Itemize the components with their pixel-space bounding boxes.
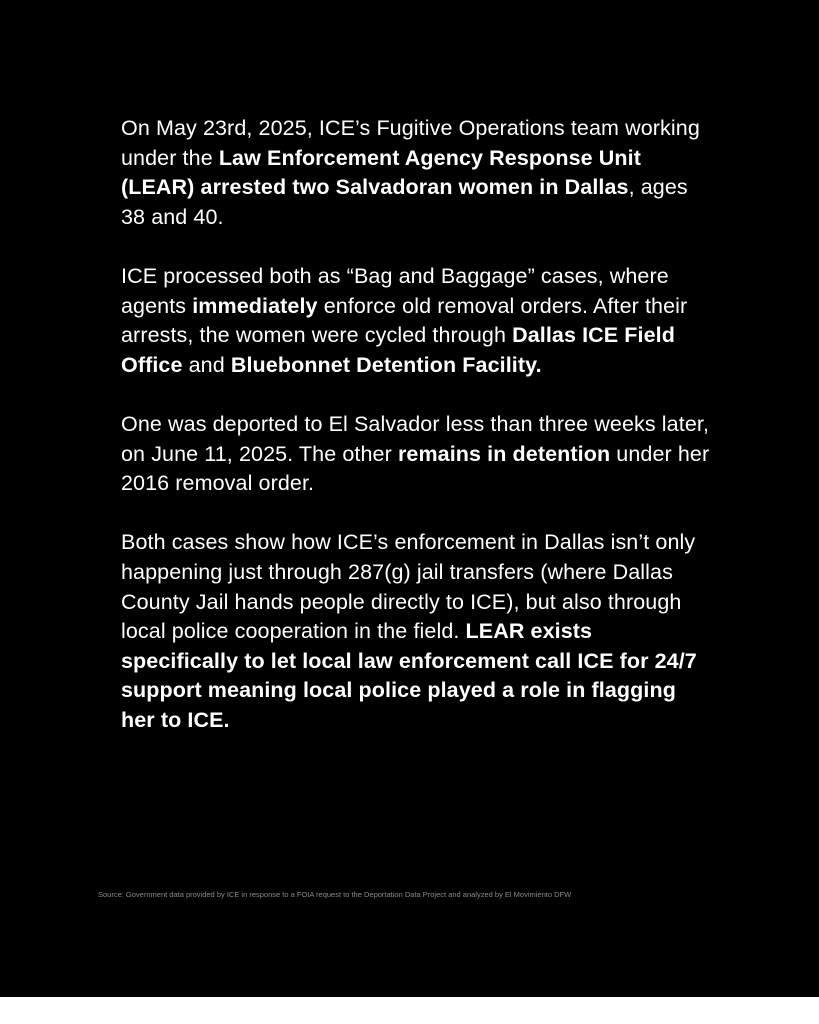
paragraph-2 (121, 262, 711, 380)
paragraph-2-run-1: ICE processed both as “Bag and Baggage” cases, where agents (121, 263, 669, 318)
paragraph-3-run-3: under her 2016 removal order. (121, 441, 710, 496)
paragraph-4-run-2: LEAR exists specifically to let local law enforcement call ICE for 24/7 support meaning local police played a role in flagging her to ICE. (121, 619, 697, 732)
source-note: Source: Government data provided by ICE in response to a FOIA request to the Deportation Data Project and analyzed by El Movimiento DFW (98, 890, 572, 899)
paragraph-2-run-4: Dallas ICE Field Office (121, 323, 675, 377)
paragraph-1-run-1: On May 23rd, 2025, ICE’s Fugitive Operations team working under the (121, 116, 700, 170)
paragraph-2-run-2: immediately (192, 293, 318, 318)
paragraph-2-run-5: and (182, 352, 231, 377)
paragraph-2-run-6: Bluebonnet Detention Facility. (230, 352, 542, 377)
paragraph-1-run-2: Law Enforcement Agency Response Unit (LEAR) arrested two Salvadoran women in Dallas (121, 145, 641, 200)
paragraph-3-run-1: One was deported to El Salvador less than three weeks later, on June 11, 2025. The other (121, 411, 710, 466)
paragraph-3-run-2: remains in detention (397, 441, 611, 466)
article-body (121, 114, 711, 765)
paragraph-1 (121, 114, 711, 232)
paragraph-4 (121, 528, 711, 735)
paragraph-2-run-3: enforce old removal orders. After their arrests, the women were cycled through (121, 293, 688, 348)
paragraph-1-run-3: , ages 38 and 40. (121, 175, 688, 229)
paragraph-4-run-1: Both cases show how ICE’s enforcement in Dallas isn’t only happening just through 287(g) jail transfers (where Dallas County Jail hands people directly to ICE), but also through local police cooperation in the field. (121, 530, 696, 644)
paragraph-3 (121, 410, 711, 499)
